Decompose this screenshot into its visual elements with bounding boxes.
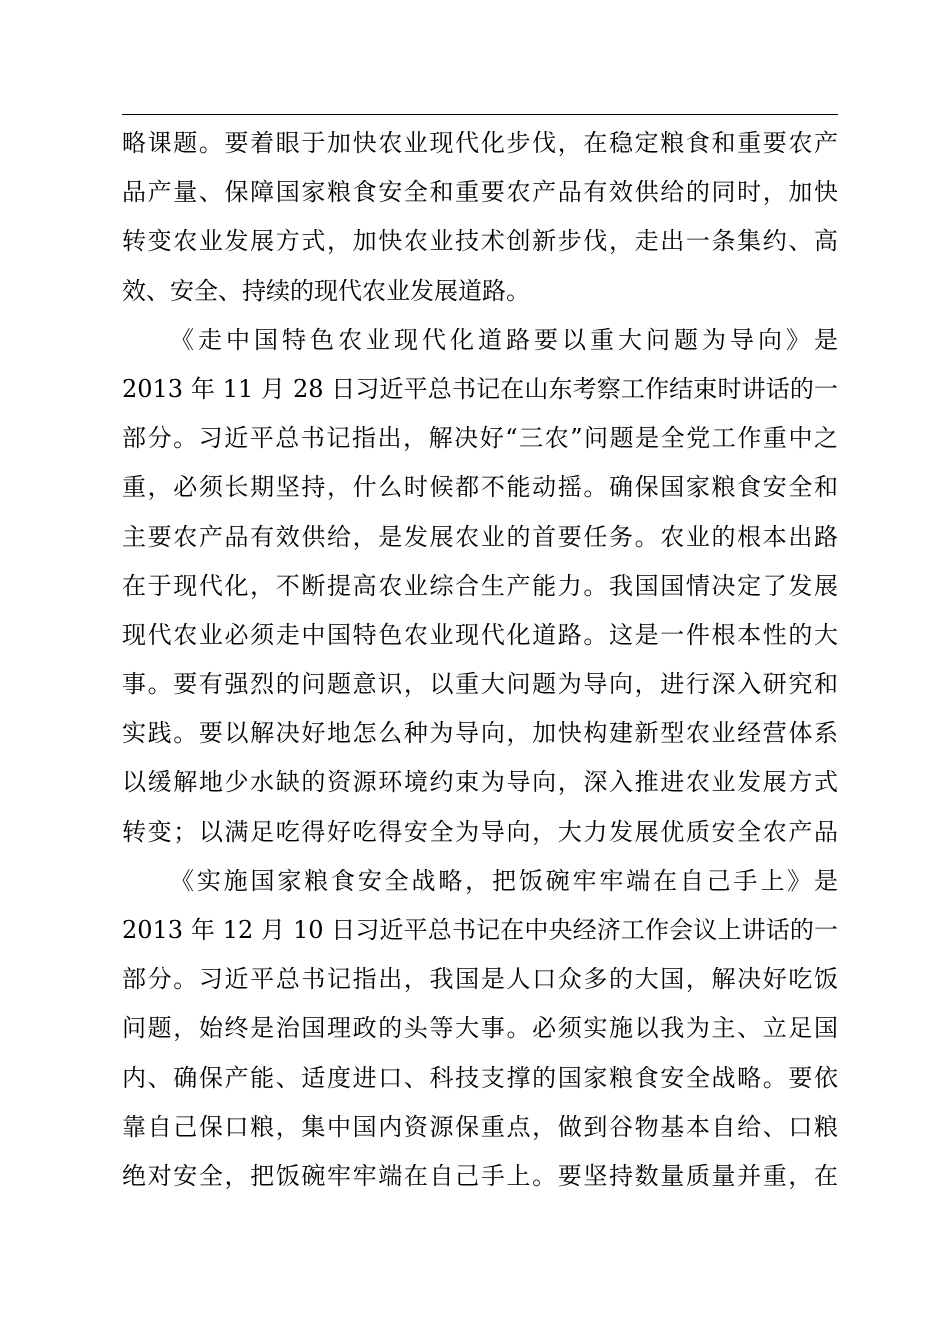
paragraph-3-line: 靠自己保口粮，集中国内资源保重点，做到谷物基本自给、口粮 xyxy=(122,1112,838,1141)
paragraph-2-line: 以缓解地少水缺的资源环境约束为导向，深入推进农业发展方式 xyxy=(122,768,838,797)
paragraph-3-line: 内、确保产能、适度进口、科技支撑的国家粮食安全战略。要依 xyxy=(122,1063,838,1092)
paragraph-2-line: 《走中国特色农业现代化道路要以重大问题为导向》是 xyxy=(170,325,838,354)
paragraph-2-line: 在于现代化，不断提高农业综合生产能力。我国国情决定了发展 xyxy=(122,571,838,600)
paragraph-2-line: 主要农产品有效供给，是发展农业的首要任务。农业的根本出路 xyxy=(122,522,838,551)
paragraph-3-line: 2013 年 12 月 10 日习近平总书记在中央经济工作会议上讲话的一 xyxy=(122,916,838,944)
paragraph-1-line: 效、安全、持续的现代农业发展道路。 xyxy=(122,276,530,305)
paragraph-1-line: 转变农业发展方式，加快农业技术创新步伐，走出一条集约、高 xyxy=(122,227,838,256)
body-text xyxy=(122,119,838,1201)
paragraph-3-line: 问题，始终是治国理政的头等大事。必须实施以我为主、立足国 xyxy=(122,1014,838,1043)
paragraph-3-line: 《实施国家粮食安全战略，把饭碗牢牢端在自己手上》是 xyxy=(170,866,838,895)
paragraph-2-line: 重，必须长期坚持，什么时候都不能动摇。确保国家粮食安全和 xyxy=(122,473,838,502)
header-rule xyxy=(122,114,838,115)
paragraph-1-line: 略课题。要着眼于加快农业现代化步伐，在稳定粮食和重要农产 xyxy=(122,129,838,157)
paragraph-2-line: 现代农业必须走中国特色农业现代化道路。这是一件根本性的大 xyxy=(122,620,838,649)
paragraph-2-line: 2013 年 11 月 28 日习近平总书记在山东考察工作结束时讲话的一 xyxy=(122,374,838,403)
paragraph-2-line: 实践。要以解决好地怎么种为导向，加快构建新型农业经营体系 xyxy=(122,719,838,748)
paragraph-3-line: 部分。习近平总书记指出，我国是人口众多的大国，解决好吃饭 xyxy=(122,965,838,994)
paragraph-1-line: 品产量、保障国家粮食安全和重要农产品有效供给的同时，加快 xyxy=(122,178,838,207)
paragraph-2-line: 转变；以满足吃得好吃得安全为导向，大力发展优质安全农产品 xyxy=(122,817,838,846)
paragraph-3-line: 绝对安全，把饭碗牢牢端在自己手上。要坚持数量质量并重，在 xyxy=(122,1161,838,1190)
paragraph-2-line: 事。要有强烈的问题意识，以重大问题为导向，进行深入研究和 xyxy=(122,670,838,699)
paragraph-2-line: 部分。习近平总书记指出，解决好“三农”问题是全党工作重中之 xyxy=(122,424,838,453)
